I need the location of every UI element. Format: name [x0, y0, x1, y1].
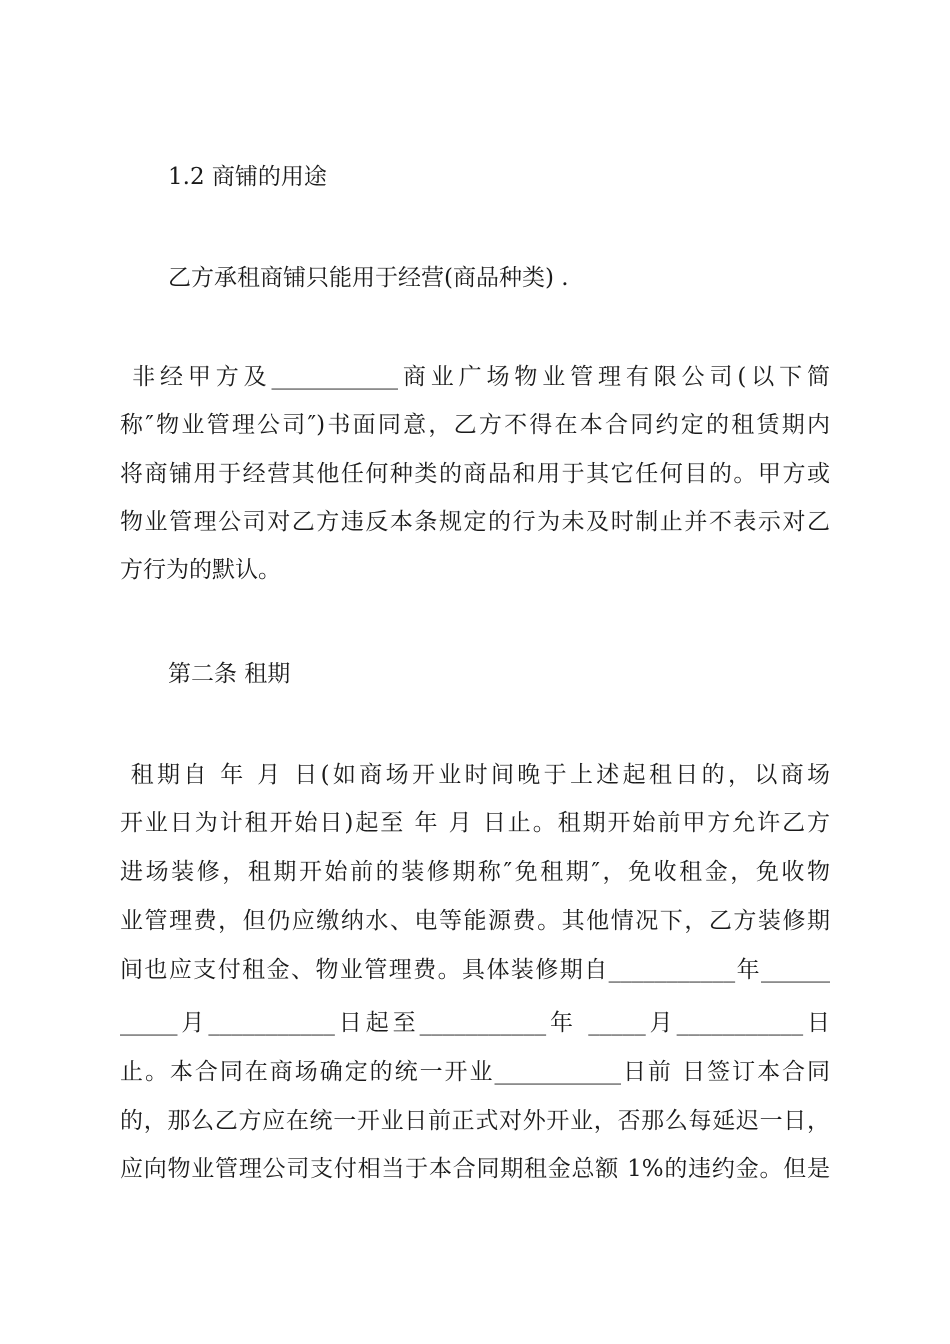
lease-term-paragraph-line: 间也应支付租金、物业管理费。具体装修期自___________年______ — [120, 957, 830, 983]
lease-term-paragraph-line: 开业日为计租开始日)起至 年 月 日止。租期开始前甲方允许乙方 — [120, 810, 831, 836]
consent-paragraph-line: 物业管理公司对乙方违反本条规定的行为未及时制止并不表示对乙 — [120, 509, 830, 535]
lease-term-paragraph-line: 止。本合同在商场确定的统一开业___________日前 日签订本合同 — [120, 1059, 830, 1085]
lease-term-paragraph-line: _____月___________日起至___________年 _____月___________日 — [120, 1010, 830, 1036]
lease-term-paragraph-line: 应向物业管理公司支付相当于本合同期租金总额 1%的违约金。但是 — [120, 1156, 830, 1182]
consent-paragraph-line: 方行为的默认。 — [120, 557, 281, 583]
lease-term-paragraph-line: 的，那么乙方应在统一开业日前正式对外开业，否那么每延迟一日， — [120, 1108, 830, 1134]
article-2-heading: 第二条 租期 — [168, 661, 291, 687]
lease-term-paragraph-line: 业管理费，但仍应缴纳水、电等能源费。其他情况下，乙方装修期 — [120, 908, 830, 934]
consent-paragraph-line: 将商铺用于经营其他任何种类的商品和用于其它任何目的。甲方或 — [120, 461, 830, 487]
section-heading-1-2: 1.2 商铺的用途 — [168, 164, 327, 190]
lease-term-paragraph-line: 进场装修，租期开始前的装修期称″免租期″，免收租金，免收物 — [120, 859, 830, 885]
usage-paragraph: 乙方承租商铺只能用于经营(商品种类) . — [168, 265, 569, 291]
consent-paragraph-line: 称″物业管理公司″)书面同意，乙方不得在本合同约定的租赁期内 — [120, 412, 830, 438]
lease-term-paragraph-line: 租期自 年 月 日(如商场开业时间晚于上述起租日的，以商场 — [120, 762, 830, 788]
consent-paragraph-line: 非经甲方及___________商业广场物业管理有限公司(以下简 — [120, 364, 830, 390]
